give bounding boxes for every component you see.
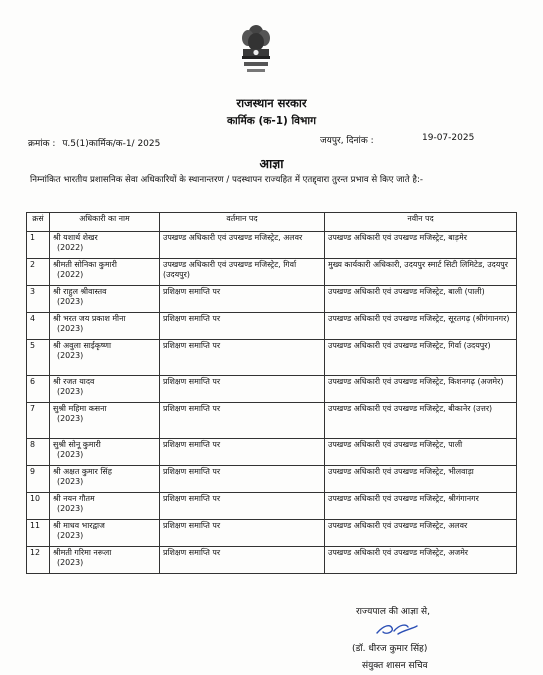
officer-cell — [50, 259, 160, 286]
officer-name: सुश्री महिमा कसना — [53, 404, 107, 413]
officer-batch-year: (2022) — [57, 270, 84, 279]
officer-batch-year: (2023) — [57, 531, 84, 540]
officer-name: श्रीमती सोनिका कुमारी — [53, 260, 117, 269]
officer-batch-year: (2023) — [57, 351, 84, 360]
officer-name: श्री यशार्थ शेखर — [53, 233, 98, 242]
officer-batch-year: (2023) — [57, 387, 84, 396]
ashoka-emblem-icon — [234, 22, 278, 80]
current-post: प्रशिक्षण समाप्ति पर — [160, 376, 325, 403]
order-label: क्रमांक : — [28, 139, 56, 149]
current-post: प्रशिक्षण समाप्ति पर — [160, 547, 325, 574]
officer-cell — [50, 520, 160, 547]
intro-paragraph: निम्नांकित भारतीय प्रशासनिक सेवा अधिकारियों के स्थानान्तरण / पदस्थापन राज्यहित में एतद्द्वारा तुरन्त प्रभाव से किए जाते है:- — [30, 175, 423, 185]
row-serial-number: 6 — [27, 376, 50, 403]
row-serial-number: 10 — [27, 493, 50, 520]
new-post: उपखण्ड अधिकारी एवं उपखण्ड मजिस्ट्रेट, पाली — [325, 439, 517, 466]
table-row — [27, 259, 517, 286]
current-post: उपखण्ड अधिकारी एवं उपखण्ड मजिस्ट्रेट, गिर्वा (उदयपुर) — [160, 259, 325, 286]
current-post: प्रशिक्षण समाप्ति पर — [160, 439, 325, 466]
col-header-sno: क्रसं — [27, 213, 50, 232]
order-date: 19-07-2025 — [422, 133, 475, 143]
table-header-row — [27, 213, 517, 232]
row-serial-number: 5 — [27, 340, 50, 376]
signatory-name: (डॉ. धीरज कुमार सिंह) — [352, 644, 428, 654]
officer-cell — [50, 376, 160, 403]
officer-cell — [50, 313, 160, 340]
officer-cell — [50, 547, 160, 574]
table-row — [27, 232, 517, 259]
table-row — [27, 313, 517, 340]
current-post: उपखण्ड अधिकारी एवं उपखण्ड मजिस्ट्रेट, अलवर — [160, 232, 325, 259]
officer-name: श्री रजत यादव — [53, 377, 95, 386]
officer-name: श्री भरत जय प्रकाश मीना — [53, 314, 126, 323]
new-post: उपखण्ड अधिकारी एवं उपखण्ड मजिस्ट्रेट, अलवर — [325, 520, 517, 547]
row-serial-number: 11 — [27, 520, 50, 547]
current-post: प्रशिक्षण समाप्ति पर — [160, 313, 325, 340]
officer-batch-year: (2023) — [57, 477, 84, 486]
place-date-label: जयपुर, दिनांक : — [320, 136, 374, 146]
new-post: उपखण्ड अधिकारी एवं उपखण्ड मजिस्ट्रेट, बाली (पाली) — [325, 286, 517, 313]
row-serial-number: 9 — [27, 466, 50, 493]
department-name: कार्मिक (क-1) विभाग — [226, 115, 317, 127]
row-serial-number: 12 — [27, 547, 50, 574]
col-header-new-post: नवीन पद — [325, 213, 517, 232]
officer-batch-year: (2023) — [57, 504, 84, 513]
officer-cell — [50, 340, 160, 376]
signatory-title: संयुक्त शासन सचिव — [362, 661, 428, 671]
officer-name: सुश्री सोनू कुमारी — [53, 440, 101, 449]
officer-cell — [50, 403, 160, 439]
table-row — [27, 376, 517, 403]
signature-mark — [374, 620, 420, 638]
current-post: प्रशिक्षण समाप्ति पर — [160, 466, 325, 493]
new-post: उपखण्ड अधिकारी एवं उपखण्ड मजिस्ट्रेट, सूरतगढ़ (श्रीगंगानगर) — [325, 313, 517, 340]
officer-batch-year: (2023) — [57, 558, 84, 567]
officer-name: श्री माधव भारद्वाज — [53, 521, 105, 530]
government-name: राजस्थान सरकार — [236, 96, 307, 110]
officer-name: श्रीमती गरिमा नरूला — [53, 548, 112, 557]
new-post: उपखण्ड अधिकारी एवं उपखण्ड मजिस्ट्रेट, बीकानेर (उत्तर) — [325, 403, 517, 439]
row-serial-number: 4 — [27, 313, 50, 340]
row-serial-number: 2 — [27, 259, 50, 286]
officer-name: श्री राहुल श्रीवास्तव — [53, 287, 107, 296]
new-post: उपखण्ड अधिकारी एवं उपखण्ड मजिस्ट्रेट, बाड़मेर — [325, 232, 517, 259]
officer-cell — [50, 439, 160, 466]
officer-cell — [50, 286, 160, 313]
current-post: प्रशिक्षण समाप्ति पर — [160, 493, 325, 520]
new-post: उपखण्ड अधिकारी एवं उपखण्ड मजिस्ट्रेट, भीलवाड़ा — [325, 466, 517, 493]
table-row — [27, 466, 517, 493]
table-row — [27, 520, 517, 547]
transfer-table — [26, 212, 517, 574]
by-order-line: राज्यपाल की आज्ञा से, — [356, 607, 430, 617]
officer-name: श्री अक्षत कुमार सिंह — [53, 467, 112, 476]
row-serial-number: 8 — [27, 439, 50, 466]
col-header-current-post: वर्तमान पद — [160, 213, 325, 232]
row-serial-number: 7 — [27, 403, 50, 439]
officer-name: श्री नयन गौतम — [53, 494, 95, 503]
row-serial-number: 1 — [27, 232, 50, 259]
col-header-name: अधिकारी का नाम — [50, 213, 160, 232]
table-row — [27, 439, 517, 466]
current-post: प्रशिक्षण समाप्ति पर — [160, 520, 325, 547]
new-post: उपखण्ड अधिकारी एवं उपखण्ड मजिस्ट्रेट, अजमेर — [325, 547, 517, 574]
officer-batch-year: (2023) — [57, 297, 84, 306]
table-row — [27, 286, 517, 313]
officer-batch-year: (2023) — [57, 414, 84, 423]
officer-cell — [50, 493, 160, 520]
table-row — [27, 547, 517, 574]
table-row — [27, 403, 517, 439]
officer-batch-year: (2023) — [57, 324, 84, 333]
current-post: प्रशिक्षण समाप्ति पर — [160, 340, 325, 376]
officer-name: श्री अवुला साईकृष्णा — [53, 341, 112, 350]
new-post: उपखण्ड अधिकारी एवं उपखण्ड मजिस्ट्रेट, गिर्वा (उदयपुर) — [325, 340, 517, 376]
current-post: प्रशिक्षण समाप्ति पर — [160, 403, 325, 439]
new-post: मुख्य कार्यकारी अधिकारी, उदयपुर स्मार्ट सिटी लिमिटेड, उदयपुर — [325, 259, 517, 286]
table-row — [27, 493, 517, 520]
table-row — [27, 340, 517, 376]
row-serial-number: 3 — [27, 286, 50, 313]
officer-batch-year: (2023) — [57, 450, 84, 459]
officer-cell — [50, 466, 160, 493]
current-post: प्रशिक्षण समाप्ति पर — [160, 286, 325, 313]
order-title: आज्ञा — [259, 156, 284, 171]
officer-cell — [50, 232, 160, 259]
new-post: उपखण्ड अधिकारी एवं उपखण्ड मजिस्ट्रेट, श्रीगंगानगर — [325, 493, 517, 520]
order-number: प.5(1)कार्मिक/क-1/ 2025 — [62, 139, 161, 149]
officer-batch-year: (2022) — [57, 243, 84, 252]
order-number-row — [28, 136, 160, 149]
new-post: उपखण्ड अधिकारी एवं उपखण्ड मजिस्ट्रेट, किशनगढ़ (अजमेर) — [325, 376, 517, 403]
